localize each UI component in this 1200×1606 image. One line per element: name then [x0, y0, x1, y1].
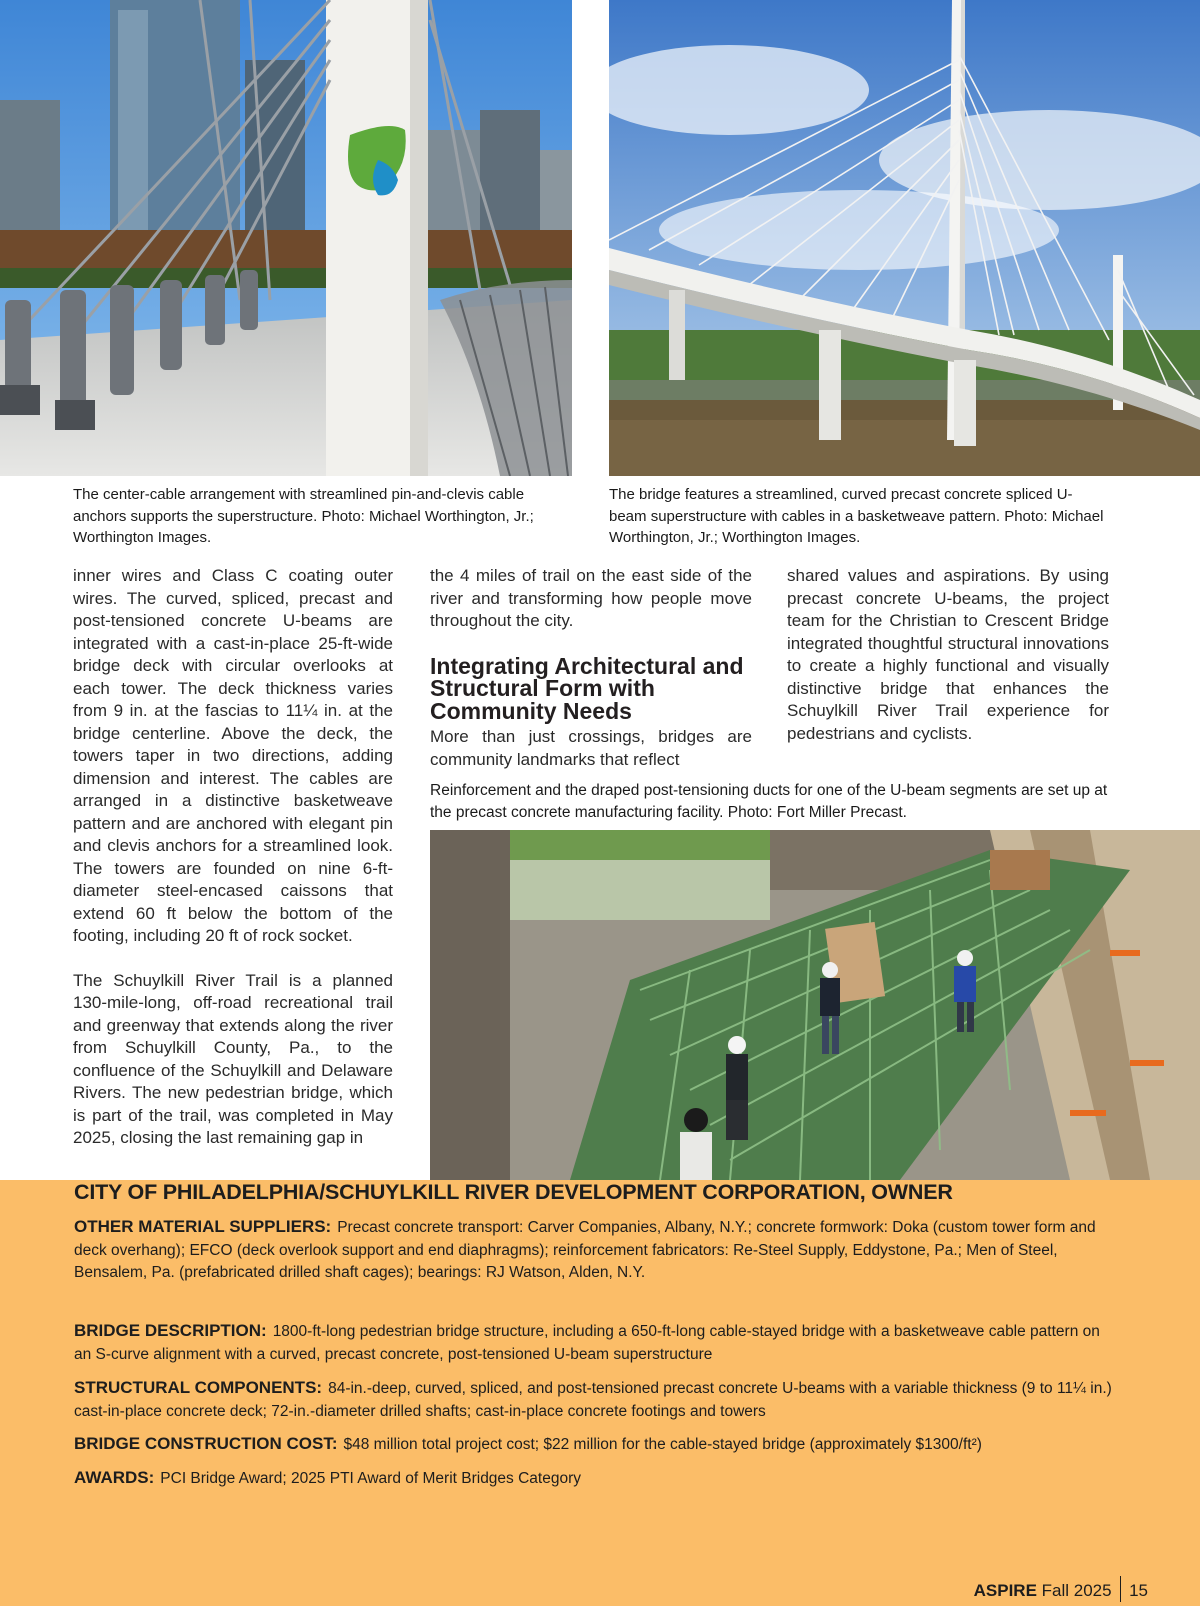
sidebar-awards [74, 1467, 1114, 1491]
photo-caption-middle: Reinforcement and the draped post-tensioning ducts for one of the U-beam segments are set up at the precast concrete manufacturing facility. Photo: Fort Miller Precast. [430, 782, 1108, 821]
footer-divider [1120, 1576, 1122, 1602]
sidebar-text: 1800-ft-long pedestrian bridge structure, including a 650-ft-long cable-stayed bridge with a basketweave cable pattern on an S-curve alignment with a curved, precast concrete, post-tensioned U-beam superstructure [74, 1323, 1100, 1363]
paragraph: The Schuylkill River Trail is a planned 130-mile-long, off-road recreational trail and greenway that extends along the river from Schuylkill County, Pa., to the confluence of the Schuylkill and Delaware Rivers. The new pedestrian bridge, which is part of the trail, was completed in May 2025, closing the last remaining gap in [73, 970, 393, 1147]
sidebar-text: PCI Bridge Award; 2025 PTI Award of Merit Bridges Category [160, 1470, 581, 1487]
page-number: 15 [1129, 1581, 1148, 1600]
photo-caption-top-left: The center-cable arrangement with streamlined pin-and-clevis cable anchors supports the superstructure. Photo: Michael Worthington, Jr.; Worthington Images. [73, 486, 534, 546]
section-heading: Integrating Architectural and Structural Form with Community Needs [430, 652, 744, 724]
article-column-3 [787, 565, 1109, 745]
sidebar-text: $48 million total project cost; $22 million for the cable-stayed bridge (approximately $1300/ft²) [343, 1436, 982, 1453]
sidebar-label: STRUCTURAL COMPONENTS: [74, 1378, 323, 1397]
sidebar-label: BRIDGE DESCRIPTION: [74, 1321, 267, 1340]
sidebar-text: Precast concrete transport: Carver Companies, Albany, N.Y.; concrete formwork: Doka (custom tower form and deck overhang); EFCO (deck overlook support and end diaphragms); reinforcement fabricators: Re-Steel Supply, Eddystone, Pa.; Men of Steel, Bensalem, Pa. (prefabricated drilled shaft cages); bearings: RJ Watson, Alden, N.Y. [74, 1219, 1096, 1281]
sidebar-label: OTHER MATERIAL SUPPLIERS: [74, 1217, 332, 1236]
precast-plant-photo [430, 830, 1200, 1180]
photo-caption-top-right: The bridge features a streamlined, curved precast concrete spliced U-beam superstructure with cables in a basketweave pattern. Photo: Michael Worthington, Jr.; Worthington Images. [609, 486, 1104, 546]
sidebar-description [74, 1320, 1114, 1366]
magazine-name: ASPIRE [973, 1581, 1037, 1600]
sidebar-cost [74, 1433, 1114, 1457]
article-column-1 [73, 565, 393, 1150]
paragraph: inner wires and Class C coating outer wires. The curved, spliced, precast and post-tensioned concrete U-beams are integrated with a cast-in-place 25-ft-wide bridge deck with circular overlooks at each tower. The deck thickness varies from 9 in. at the fascias to 11¼ in. at the bridge centerline. Above the deck, the towers taper in two directions, adding dimension and interest. The cables are arranged in a distinctive basketweave pattern and are anchored with elegant pin and clevis anchors for a streamlined look. The towers are founded on nine 6-ft-diameter steel-encased caissons that extend 60 ft below the bottom of the footing, including 20 ft of rock socket. [73, 566, 393, 945]
paragraph: shared values and aspirations. By using precast concrete U-beams, the project team for the Christian to Crescent Bridge integrated thoughtful structural innovations to create a highly functional and visually distinctive bridge that enhances the Schuylkill River Trail experience for pedestrians and cyclists. [787, 566, 1109, 743]
sidebar-title: CITY OF PHILADELPHIA/SCHUYLKILL RIVER DEVELOPMENT CORPORATION, OWNER [74, 1180, 953, 1204]
bridge-elevation-photo [609, 0, 1200, 476]
bridge-deck-photo [0, 0, 572, 476]
issue-label: Fall 2025 [1041, 1581, 1112, 1600]
sidebar-text: 84-in.-deep, curved, spliced, and post-tensioned precast concrete U-beams with a variable thickness (9 to 11¼ in.) cast-in-place concrete deck; 72-in.-diameter drilled shafts; cast-in-place concrete footings and towers [74, 1380, 1112, 1420]
page-footer [974, 1576, 1148, 1603]
paragraph: More than just crossings, bridges are community landmarks that reflect [430, 727, 752, 769]
sidebar-label: BRIDGE CONSTRUCTION COST: [74, 1434, 338, 1453]
sidebar-label: AWARDS: [74, 1468, 155, 1487]
article-column-2 [430, 565, 752, 771]
paragraph: the 4 miles of trail on the east side of the river and transforming how people move throughout the city. [430, 566, 752, 630]
sidebar-suppliers [74, 1216, 1114, 1285]
sidebar-components [74, 1377, 1114, 1423]
